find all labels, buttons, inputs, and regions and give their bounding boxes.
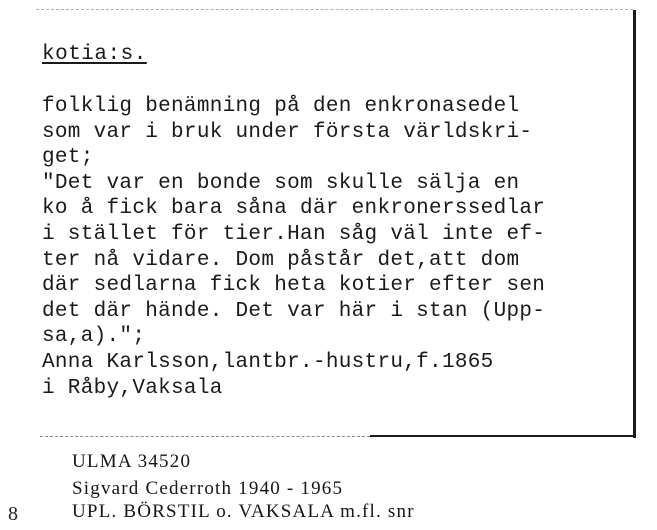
body-line: det där hände. Det var här i stan (Upp- <box>42 299 546 323</box>
card-body <box>42 94 632 401</box>
body-line: "Det var en bonde som skulle sälja en <box>42 171 520 195</box>
body-line: ko å fick bara såna där enkronerssedlar <box>42 197 546 221</box>
headword-text: kotia:s. <box>42 43 147 66</box>
collector-line: Sigvard Cederroth 1940 - 1965 <box>72 478 344 499</box>
place-line: UPL. BÖRSTIL o. VAKSALA m.fl. snr <box>72 501 415 522</box>
card-top-edge <box>36 9 633 11</box>
body-line: sa,a)."; <box>42 325 146 349</box>
card-right-border <box>633 10 636 438</box>
body-line: get; <box>42 146 94 170</box>
body-line: där sedlarna fick heta kotier efter sen <box>42 274 546 298</box>
card-bottom-border <box>370 435 636 437</box>
body-line: i Råby,Vaksala <box>42 376 223 400</box>
card-bottom-edge <box>40 436 370 438</box>
side-mark: 8 <box>8 503 18 525</box>
body-line: i stället för tier.Han såg väl inte ef- <box>42 222 546 246</box>
body-line: som var i bruk under första världskri- <box>42 120 533 144</box>
body-line: ter nå vidare. Dom påstår det,att dom <box>42 248 520 272</box>
body-line: Anna Karlsson,lantbr.-hustru,f.1865 <box>42 350 494 374</box>
headword <box>42 42 147 68</box>
archive-id: ULMA 34520 <box>72 451 192 472</box>
body-line: folklig benämning på den enkronasedel <box>42 95 520 118</box>
